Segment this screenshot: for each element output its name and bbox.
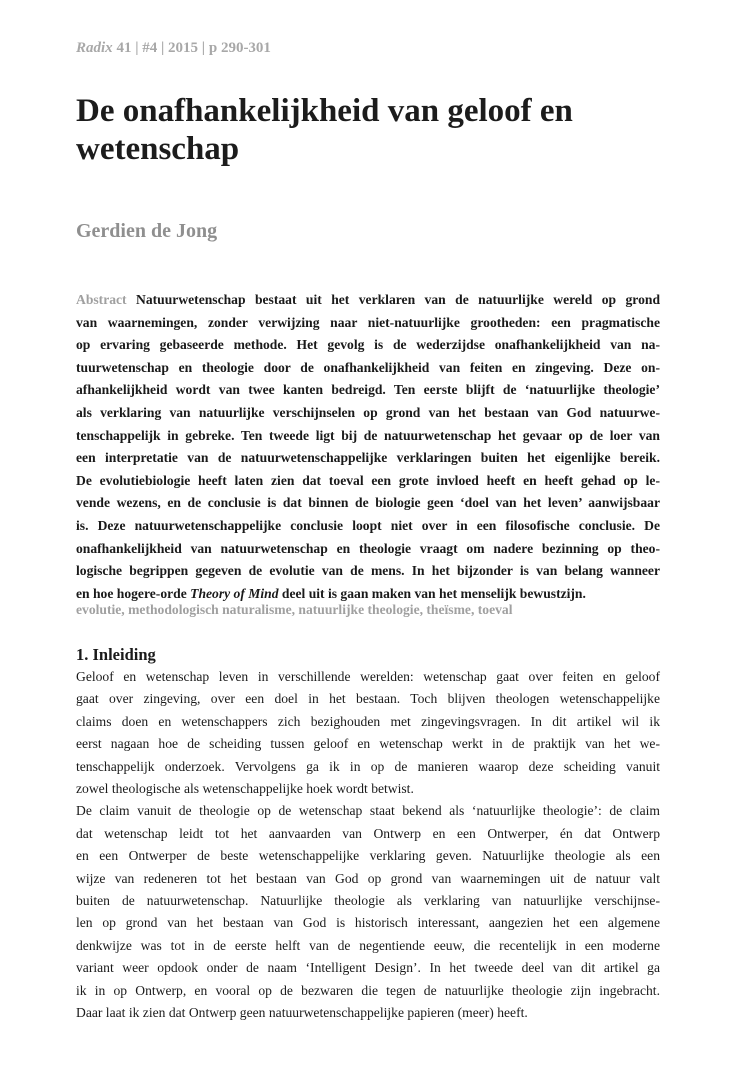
paragraph: [76, 666, 660, 800]
body-line: ik in op Ontwerp, en vooral op de bezwaren die tegen de natuurlijke theologie zijn ingebracht.: [76, 982, 660, 998]
abstract-text: afhankelijkheid wordt van twee kanten bedreigd. Ten eerste blijft de ‘natuurlijke theologie’: [76, 382, 660, 398]
journal-name: Radix: [76, 40, 113, 56]
body-line: De claim vanuit de theologie op de wetenschap staat bekend als ‘natuurlijke theologie’: de claim: [76, 803, 660, 819]
abstract-text: van waarnemingen, zonder verwijzing naar niet-natuurlijke grootheden: een pragmatische: [76, 314, 660, 330]
citation: 41 | #4 | 2015 | p 290-301: [116, 40, 271, 56]
keywords: evolutie, methodologisch naturalisme, natuurlijke theologie, theïsme, toeval: [76, 602, 513, 617]
body-line: dat wetenschap leidt tot het aanvaarden van Ontwerp en een Ontwerper, én dat Ontwerp: [76, 825, 660, 841]
title-line: wetenschap: [76, 131, 240, 167]
abstract-line: [76, 379, 660, 402]
abstract-text: onafhankelijkheid van natuurwetenschap en theologie vraagt om nadere bezinning op theo-: [76, 540, 660, 556]
body-line: gaat over zingeving, over een doel in het bestaan. Toch blijven theologen wetenschappelijke: [76, 691, 660, 707]
body-line: Daar laat ik zien dat Ontwerp geen natuurwetenschappelijke papieren (meer) heeft.: [76, 1005, 528, 1021]
abstract-line: [76, 402, 660, 425]
paragraph: [76, 800, 660, 1024]
author: Gerdien de Jong: [76, 220, 218, 242]
abstract: [76, 289, 660, 605]
body-line: en een Ontwerper de beste wetenschappelijke verklaring geven. Natuurlijke theologie als een: [76, 848, 660, 864]
abstract-text: een interpretatie van de natuurwetenschappelijke verklaringen buiten het eigenlijke bereik.: [76, 450, 660, 466]
abstract-text: deel uit is gaan maken van het menselijk bewustzijn.: [278, 585, 586, 601]
body-line: Geloof en wetenschap leven in verschillende werelden: wetenschap gaat over feiten en geloof: [76, 669, 660, 684]
abstract-line: [76, 447, 660, 470]
journal-header: [76, 40, 660, 57]
abstract-line: [76, 425, 660, 448]
article-title: [76, 92, 660, 168]
abstract-text: logische begrippen gegeven de evolutie van de mens. In het bijzonder is van belang wanneer: [76, 563, 660, 579]
abstract-line: [76, 515, 660, 538]
abstract-line: [76, 334, 660, 357]
abstract-line: [76, 470, 660, 493]
abstract-line: [76, 560, 660, 583]
abstract-text: als verklaring van natuurlijke verschijnselen op grond van het bestaan van God natuurwe-: [76, 404, 660, 420]
abstract-text: vende wezens, en de conclusie is dat binnen de biologie geen ‘doel van het leven’ aanwijsbaar: [76, 495, 660, 511]
abstract-label: Abstract: [76, 292, 127, 307]
body-line: variant weer opdook onder de naam ‘Intelligent Design’. In het tweede deel van dit artikel ga: [76, 960, 660, 976]
body-line: zowel theologische als wetenschappelijke hoek wordt betwist.: [76, 781, 414, 797]
body-line: len op grond van het bestaan van God is historisch interessant, aangezien het een algemene: [76, 915, 660, 931]
abstract-text: en hoe hogere-orde: [76, 585, 191, 601]
abstract-text: tuurwetenschap en theologie door de onafhankelijkheid van feiten en zingeving. Deze on-: [76, 359, 660, 375]
abstract-text: Natuurwetenschap bestaat uit het verklaren van de natuurlijke wereld op grond: [136, 292, 661, 307]
abstract-text: De evolutiebiologie heeft laten zien dat toeval een grote invloed heeft en heeft gehad op le-: [76, 472, 660, 488]
section-heading: 1. Inleiding: [76, 645, 156, 664]
abstract-text: op ervaring gebaseerde methode. Het gevolg is de wederzijdse onafhankelijkheid van na-: [76, 337, 660, 353]
section-body: [76, 666, 660, 1025]
body-line: denkwijze was tot in de eerste helft van de negentiende eeuw, die recentelijk in een moderne: [76, 937, 660, 953]
abstract-line: [76, 492, 660, 515]
body-line: claims doen en wetenschappers zich bezighouden met zingevingsvragen. In dit artikel wil ik: [76, 713, 660, 729]
body-line: eerst nagaan hoe de scheiding tussen geloof en wetenschap werkt in de praktijk van het we-: [76, 736, 660, 752]
title-line: De onafhankelijkheid van geloof en: [76, 93, 573, 129]
abstract-text: tenschappelijk in gebreke. Ten tweede ligt bij de natuurwetenschap het gevaar op de loer van: [76, 427, 660, 443]
abstract-line: [76, 538, 660, 561]
body-line: tenschappelijk onderzoek. Vervolgens ga ik in op de manieren waarop deze scheiding vanuit: [76, 758, 660, 774]
abstract-emphasis: Theory of Mind: [190, 585, 279, 601]
abstract-line: [76, 357, 660, 380]
body-line: buiten de natuurwetenschap. Natuurlijke theologie als verklaring van natuurlijke verschijnse-: [76, 893, 660, 909]
body-line: wijze van redeneren tot het bestaan van God op grond van waarnemingen uit de natuur valt: [76, 870, 660, 886]
abstract-line: [76, 312, 660, 335]
abstract-line: [76, 289, 660, 312]
abstract-text: is. Deze natuurwetenschappelijke conclusie loopt niet over in een filosofische conclusie. De: [76, 517, 660, 533]
